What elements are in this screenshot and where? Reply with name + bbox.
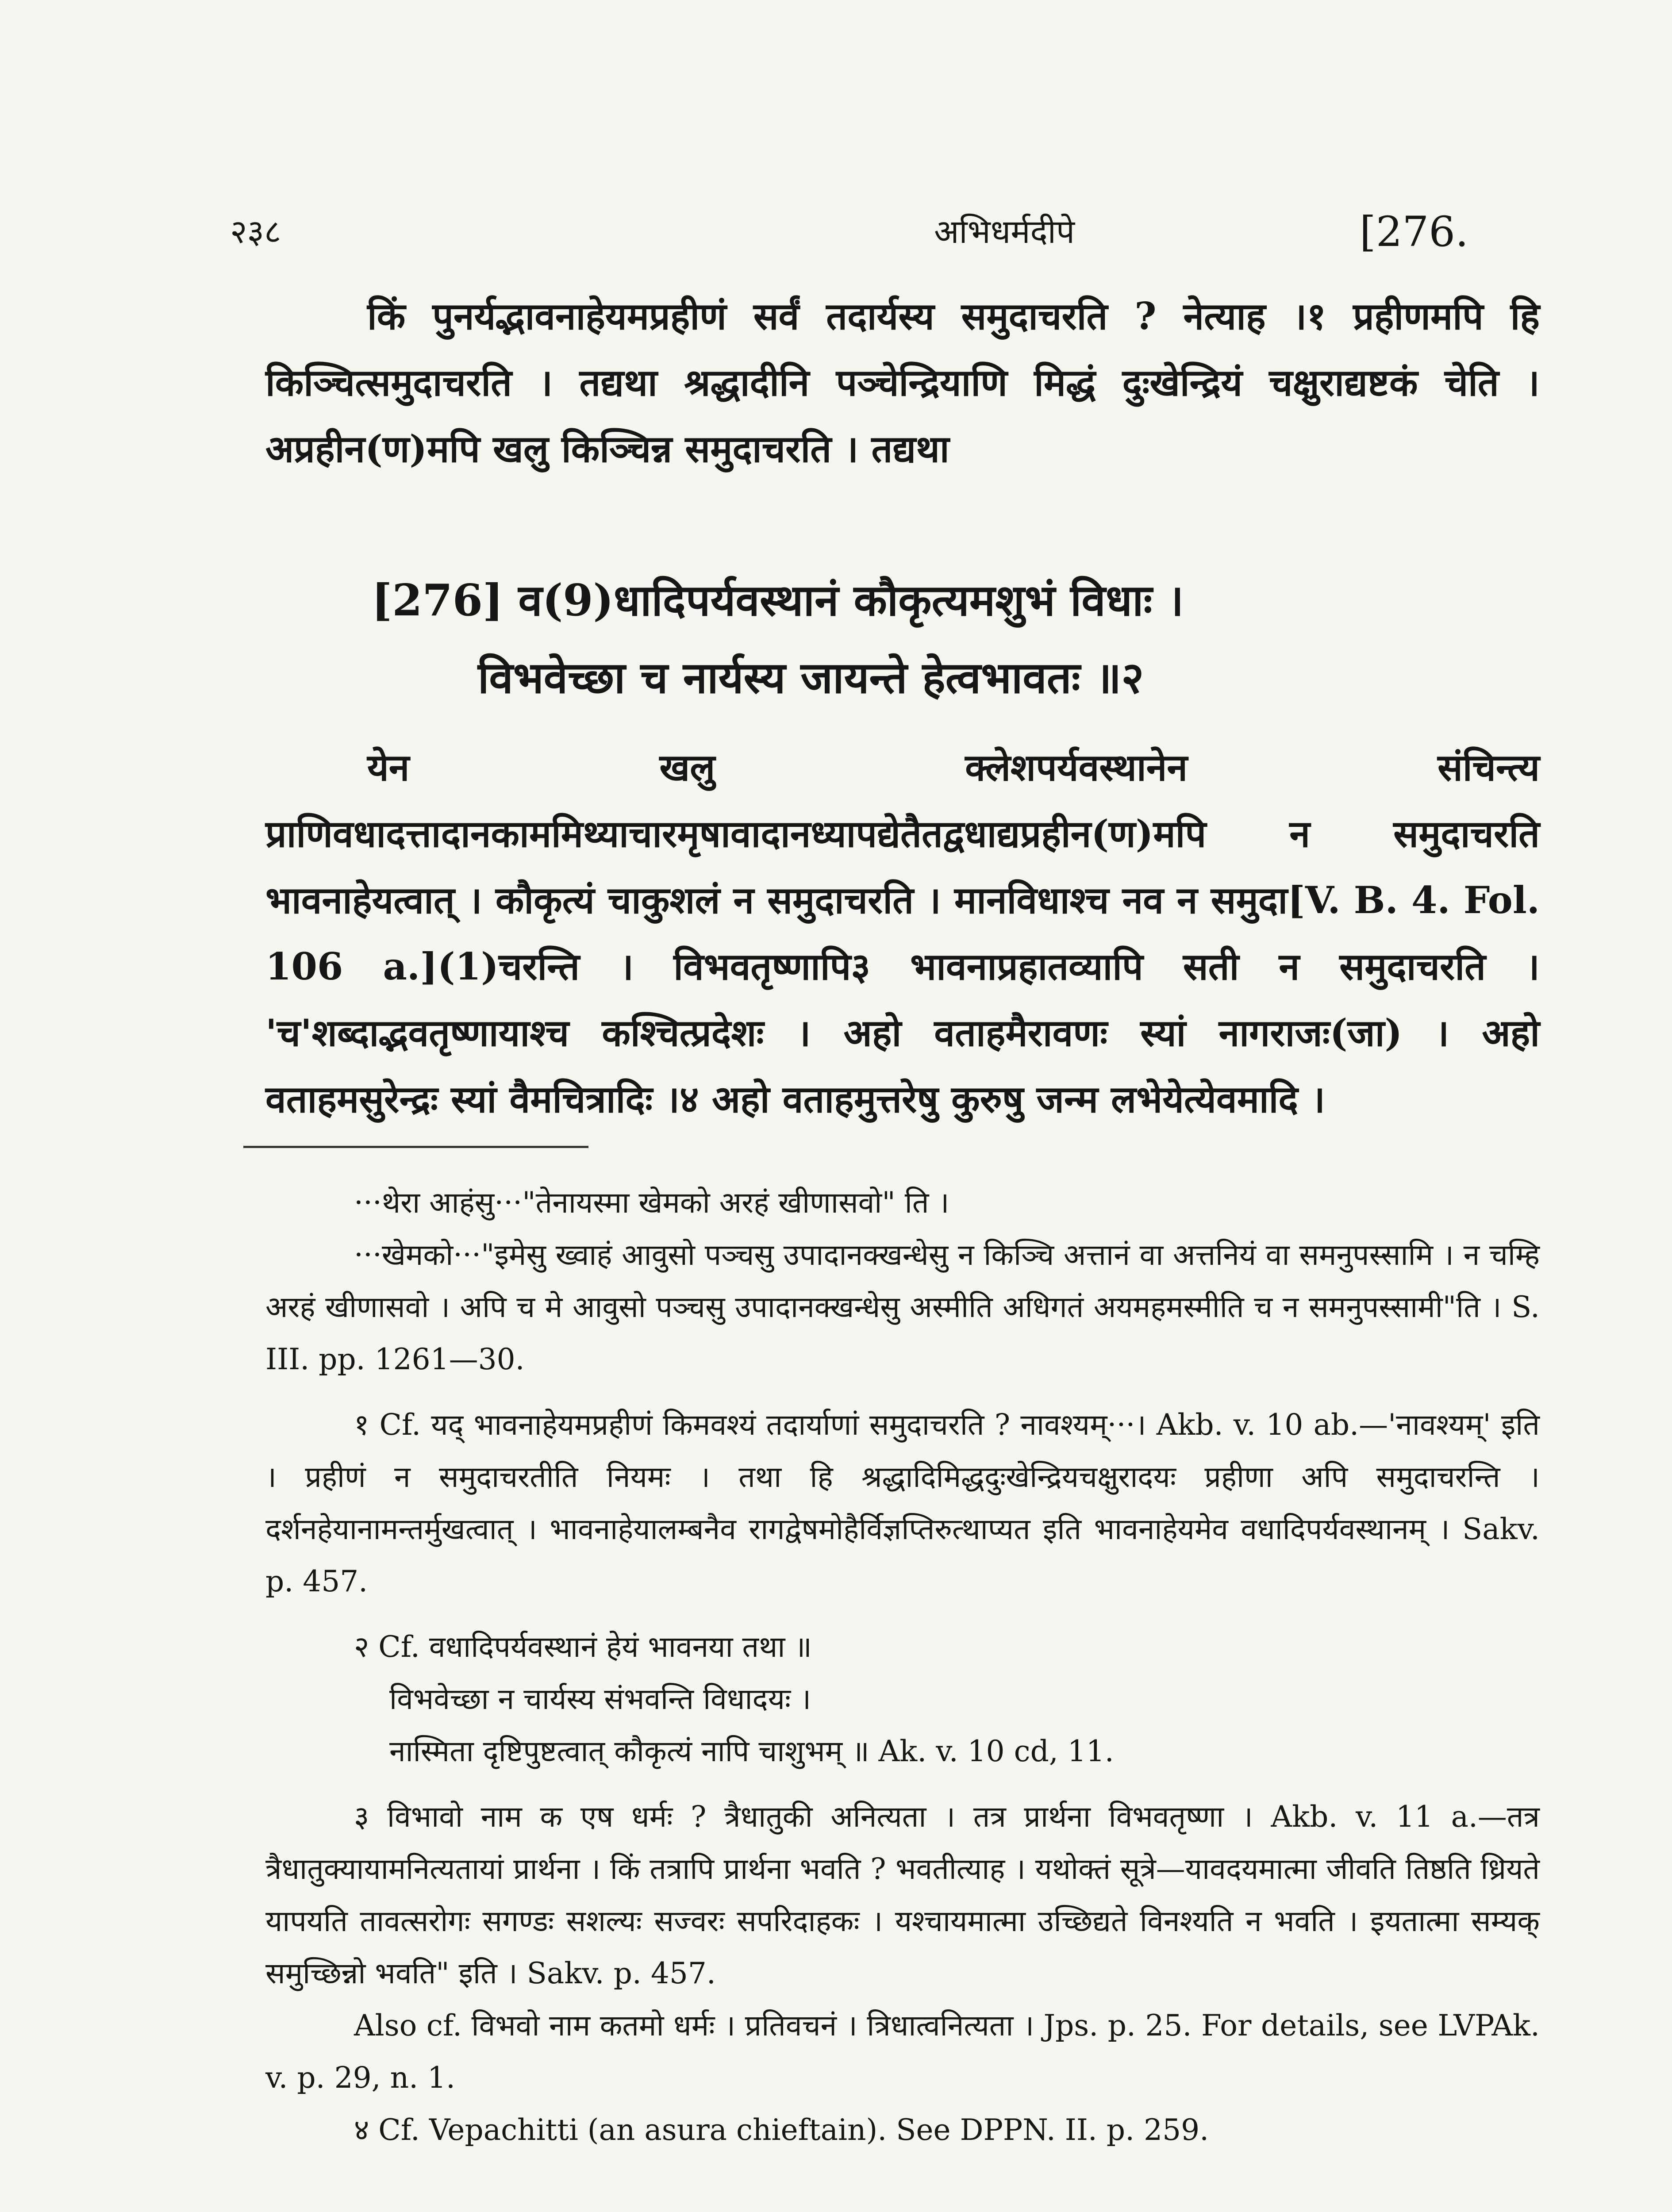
commentary-paragraph-1: किं पुनर्यद्भावनाहेयमप्रहीणं सर्वं तदार्यस्य समुदाचरति ? नेत्याह ।१ प्रहीणमपि हि किञ्चित्समुदाचरति । तद्यथा श्रद्धादीनि पञ्चेन्द्रियाणि मिद्धं दुःखेन्द्रियं चक्षुराद्यष्टकं चेति । अप्रहीन(ण)मपि खलु किञ्चिन्न समुदाचरति । तद्यथा [265,294,1540,471]
main-text-bottom [265,734,1540,1133]
verse-line-2: विभवेच्छा च नार्यस्य जायन्ते हेत्वभावतः ॥२ [478,653,1144,703]
footnote-4: ४ Cf. Vepachitti (an asura chieftain). See DPPN. II. p. 259. [354,2113,1209,2147]
main-text-top [265,283,1540,482]
footnote-2-line-2: विभवेच्छा न चार्यस्य संभवन्ति विधादयः । [389,1682,811,1716]
commentary-paragraph-2: येन खलु क्लेशपर्यवस्थानेन संचिन्त्य प्राणिवधादत्तादानकाममिथ्याचारमृषावादानध्यापद्येतैतद्वधाद्यप्रहीन(ण)मपि न समुदाचरति भावनाहेयत्वात् । कौकृत्यं चाकुशलं न समुदाचरति । मानविधाश्च नव न समुदा[V. B. 4. Fol. 106 a.](1)चरन्ति । विभवतृष्णापि३ भावनाप्रहातव्यापि सती न समुदाचरति । 'च'शब्दाद्भवतृष्णायाश्च कश्चित्प्रदेशः । अहो वताहमैरावणः स्यां नागराजः(जा) । अहो वताहमसुरेन्द्रः स्यां वैमचित्रादिः ।४ अहो वताहमुत्तरेषु कुरुषु जन्म लभेयेत्येवमादि । [265,745,1540,1121]
page-number: २३८ [230,213,281,251]
footnote-3-also: Also cf. विभवो नाम कतमो धर्मः । प्रतिवचनं । त्रिधात्वनित्यता । Jps. p. 25. For details, see LVPAk. v. p. 29, n. 1. [265,2008,1540,2095]
section-reference: [276. [1360,208,1468,256]
footnotes [265,1177,1540,2156]
footnote-pali-a: ···थेरा आहंसु···"तेनायस्मा खेमको अरहं खीणासवो" ति । [354,1186,949,1220]
footnote-pali-b: ···खेमको···"इमेसु ख्वाहं आवुसो पञ्चसु उपादानक्खन्धेसु न किञ्चि अत्तानं वा अत्तनियं वा समनुपस्सामि । न चम्हि अरहं खीणासवो । अपि च मे आवुसो पञ्चसु उपादानक्खन्धेसु अस्मीति अधिगतं अयमहमस्मीति च न समनुपस्सामी"ति । S. III. pp. 1261—30. [265,1238,1540,1376]
footnote-3: ३ विभावो नाम क एष धर्मः ? त्रैधातुकी अनित्यता । तत्र प्रार्थना विभवतृष्णा । Akb. v. 11 a.—तत्र त्रैधातुक्यायामनित्यतायां प्रार्थना । किं तत्रापि प्रार्थना भवति ? भवतीत्याह । यथोक्तं सूत्रे—यावदयमात्मा जीवति तिष्ठति ध्रियते यापयति तावत्सरोगः सगण्डः सशल्यः सज्वरः सपरिदाहकः । यश्चायमात्मा उच्छिद्यते विनश्यति न भवति । इयतात्मा सम्यक् समुच्छिन्नो भवति" इति । Sakv. p. 457. [265,1800,1540,1990]
running-title: अभिधर्मदीपे [934,213,1075,251]
verse-line-1: [276] व(9)धादिपर्यवस्थानं कौकृत्यमशुभं विधाः । [372,575,1184,626]
verse-276 [372,562,1478,717]
footnote-1: १ Cf. यद् भावनाहेयमप्रहीणं किमवश्यं तदार्याणां समुदाचरति ? नावश्यम्···। Akb. v. 10 ab.—'नावश्यम्' इति । प्रहीणं न समुदाचरतीति नियमः । तथा हि श्रद्धादिमिद्धदुःखेन्द्रियचक्षुरादयः प्रहीणा अपि समुदाचरन्ति । दर्शनहेयानामन्तर्मुखत्वात् । भावनाहेयालम्बनैव रागद्वेषमोहैर्विज्ञप्तिरुत्थाप्यत इति भावनाहेयमेव वधादिपर्यवस्थानम् । Sakv. p. 457. [265,1408,1540,1598]
footnote-2-line-3: नास्मिता दृष्टिपुष्टत्वात् कौकृत्यं नापि चाशुभम् ॥ Ak. v. 10 cd, 11. [389,1734,1114,1768]
page-header [230,208,1468,270]
footnote-2-intro: २ Cf. वधादिपर्यवस्थानं हेयं भावनया तथा ॥ [354,1630,812,1664]
footnote-divider [243,1146,588,1148]
